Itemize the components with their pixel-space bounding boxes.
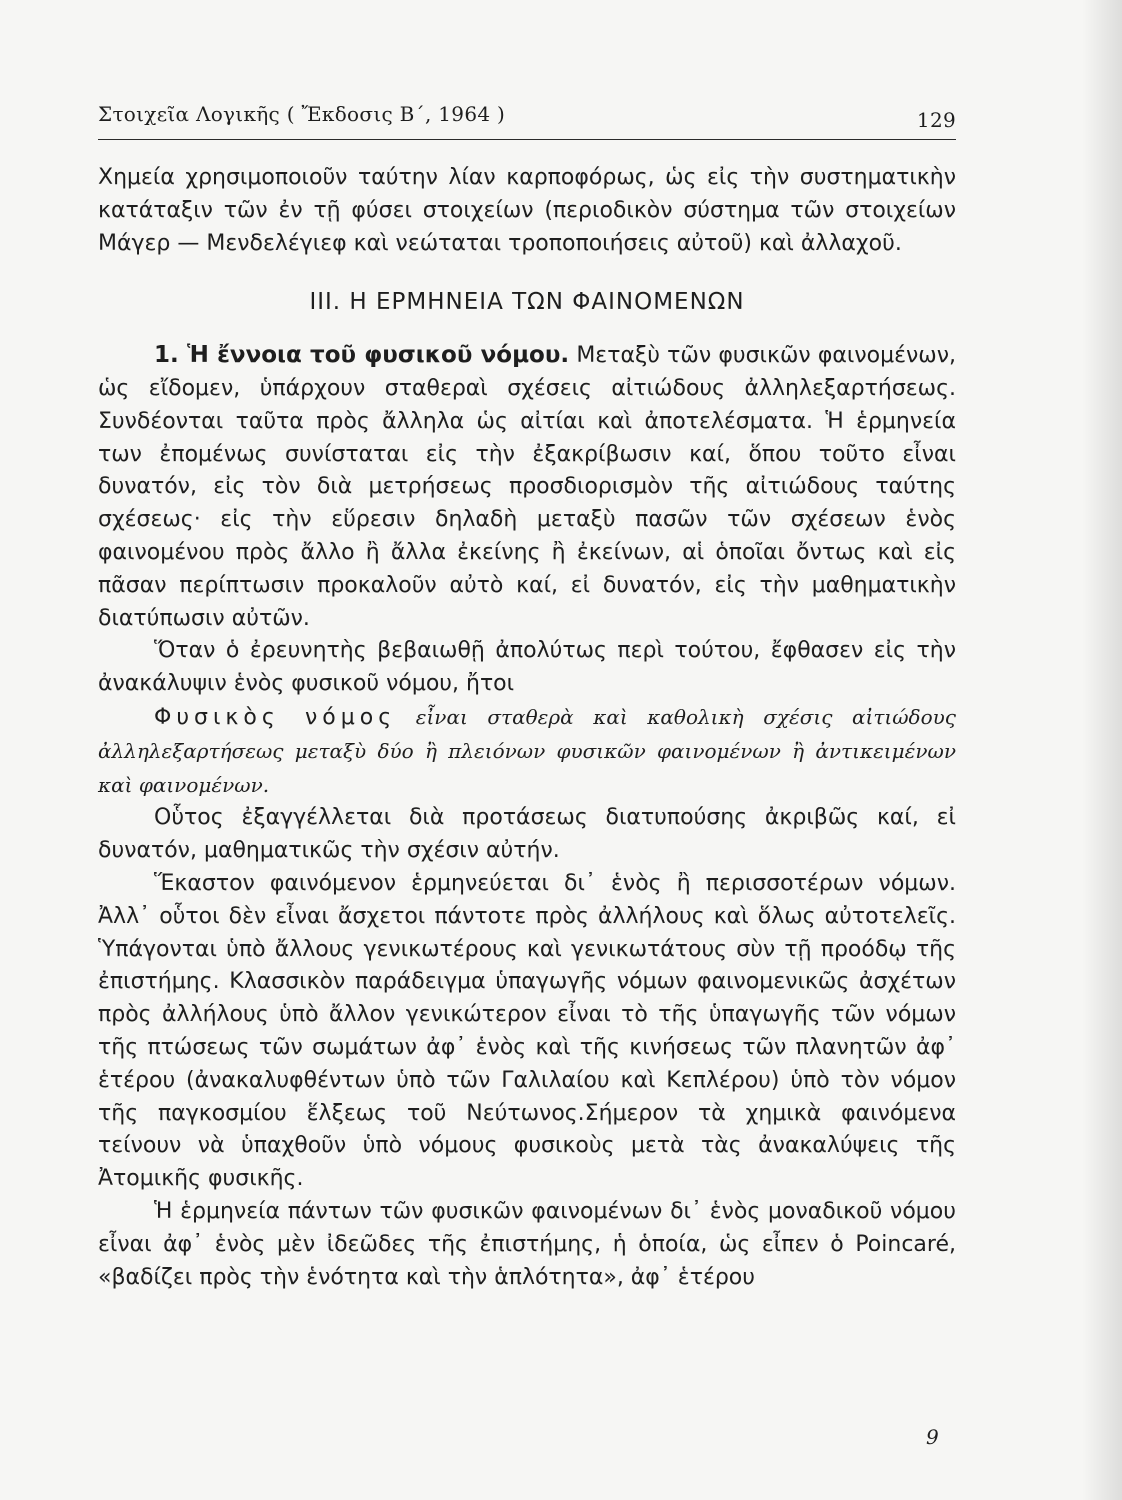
subsection-text: Μεταξὺ τῶν φυσικῶν φαινομένων, ὡς εἴδομεν, ὑπάρχουν σταθεραὶ σχέσεις αἰτιώδους ἀλληλεξαρτήσεως. Συνδέονται ταῦτα πρὸς ἄλληλα ὡς αἰτίαι καὶ ἀποτελέσματα. Ἡ ἑρμηνεία των ἐπομένως συνίσταται εἰς τὴν ἐξακρίβωσιν καί, ὅπου τοῦτο εἶναι δυνατόν, εἰς τὸν διὰ μετρήσεως προσδιορισμὸν τῆς αἰτιώδους ταύτης σχέσεως· εἰς τὴν εὕρεσιν δηλαδὴ μεταξὺ πασῶν τῶν σχέσεων ἑνὸς φαινομένου πρὸς ἄλλο ἢ ἄλλα ἐκείνης ἢ ἐκείνων, αἱ ὁποῖαι ὄντως καὶ εἰς πᾶσαν περίπτωσιν προκαλοῦν αὐτὸ καί, εἰ δυνατόν, εἰς τὴν μαθηματικὴν διατύπωσιν αὐτῶν. xyxy=(98,343,956,631)
laws-paragraph: Ἕκαστον φαινόμενον ἑρμηνεύεται δι᾽ ἑνὸς ἢ περισσοτέρων νόμων. Ἀλλ᾽ οὗτοι δὲν εἶναι ἄσχετοι πάντοτε πρὸς ἀλλήλους καὶ ὅλως αὐτοτελεῖς. Ὑπάγονται ὑπὸ ἄλλους γενικωτέρους καὶ γενικωτάτους σὺν τῇ προόδῳ τῆς ἐπιστήμης. Κλασσικὸν παράδειγμα ὑπαγωγῆς νόμων φαινομενικῶς ἀσχέτων πρὸς ἀλλήλους ὑπὸ ἄλλον γενικώτερον εἶναι τὸ τῆς ὑπαγωγῆς τῶν νόμων τῆς πτώσεως τῶν σωμάτων ἀφ᾽ ἑνὸς καὶ τῆς κινήσεως τῶν πλανητῶν ἀφ᾽ ἑτέρου (ἀνακαλυφθέντων ὑπὸ τῶν Γαλιλαίου καὶ Κεπλέρου) ὑπὸ τὸν νόμον τῆς παγκοσμίου ἕλξεως τοῦ Νεύτωνος.Σήμερον τὰ χημικὰ φαινόμενα τείνουν νὰ ὑπαχθοῦν ὑπὸ νόμους φυσικοὺς μετὰ τὰς ἀνακαλύψεις τῆς Ἀτομικῆς φυσικῆς. xyxy=(98,870,956,1192)
subsection-heading: 1. Ἡ ἔννοια τοῦ φυσικοῦ νόμου. xyxy=(154,342,570,369)
definition-term: Φυσικὸς νόμος xyxy=(154,704,397,730)
expression-paragraph: Οὗτος ἐξαγγέλλεται διὰ προτάσεως διατυπούσης ἀκριβῶς καί, εἰ δυνατόν, μαθηματικῶς τὴν σχέσιν αὐτήν. xyxy=(98,805,956,864)
definition-paragraph xyxy=(98,701,956,802)
page-edge-shadow xyxy=(1082,0,1122,1500)
definition-text: εἶναι σταθερὰ καὶ καθολικὴ σχέσις αἰτιώδους ἀλληλεξαρτήσεως μεταξὺ δύο ἢ πλειόνων φυσικῶν φαινομένων ἢ ἀντικειμένων καὶ φαινομένων. xyxy=(98,704,956,797)
body-text xyxy=(98,162,956,1294)
researcher-paragraph: Ὅταν ὁ ἐρευνητὴς βεβαιωθῇ ἀπολύτως περὶ τούτου, ἔφθασεν εἰς τὴν ἀνακάλυψιν ἑνὸς φυσικοῦ νόμου, ἤτοι xyxy=(98,638,956,697)
section-heading: III. Η ΕΡΜΗΝΕΙΑ ΤΩΝ ΦΑΙΝΟΜΕΝΩΝ xyxy=(309,289,745,316)
signature-mark: 9 xyxy=(926,1425,939,1449)
subsection-paragraph xyxy=(98,339,956,635)
running-title: Στοιχεῖα Λογικῆς ( Ἔκδοσις Β΄, 1964 ) xyxy=(98,102,506,126)
running-head xyxy=(98,96,956,136)
unity-paragraph: Ἡ ἑρμηνεία πάντων τῶν φυσικῶν φαινομένων δι᾽ ἑνὸς μοναδικοῦ νόμου εἶναι ἀφ᾽ ἑνὸς μὲν ἰδεῶδες τῆς ἐπιστήμης, ἡ ὁποία, ὡς εἶπεν ὁ Poincaré, «βαδίζει πρὸς τὴν ἑνότητα καὶ τὴν ἁπλότητα», ἀφ᾽ ἑτέρου xyxy=(98,1198,956,1290)
page-number: 129 xyxy=(916,108,956,132)
header-rule xyxy=(98,139,956,140)
intro-paragraph: Χημεία χρησιμοποιοῦν ταύτην λίαν καρποφόρως, ὡς εἰς τὴν συστηματικὴν κατάταξιν τῶν ἐν τῇ φύσει στοιχείων (περιοδικὸν σύστημα τῶν στοιχείων Μάγερ — Μενδελέγιεφ καὶ νεώταται τροποποιήσεις αὐτοῦ) καὶ ἀλλαχοῦ. xyxy=(98,165,956,256)
